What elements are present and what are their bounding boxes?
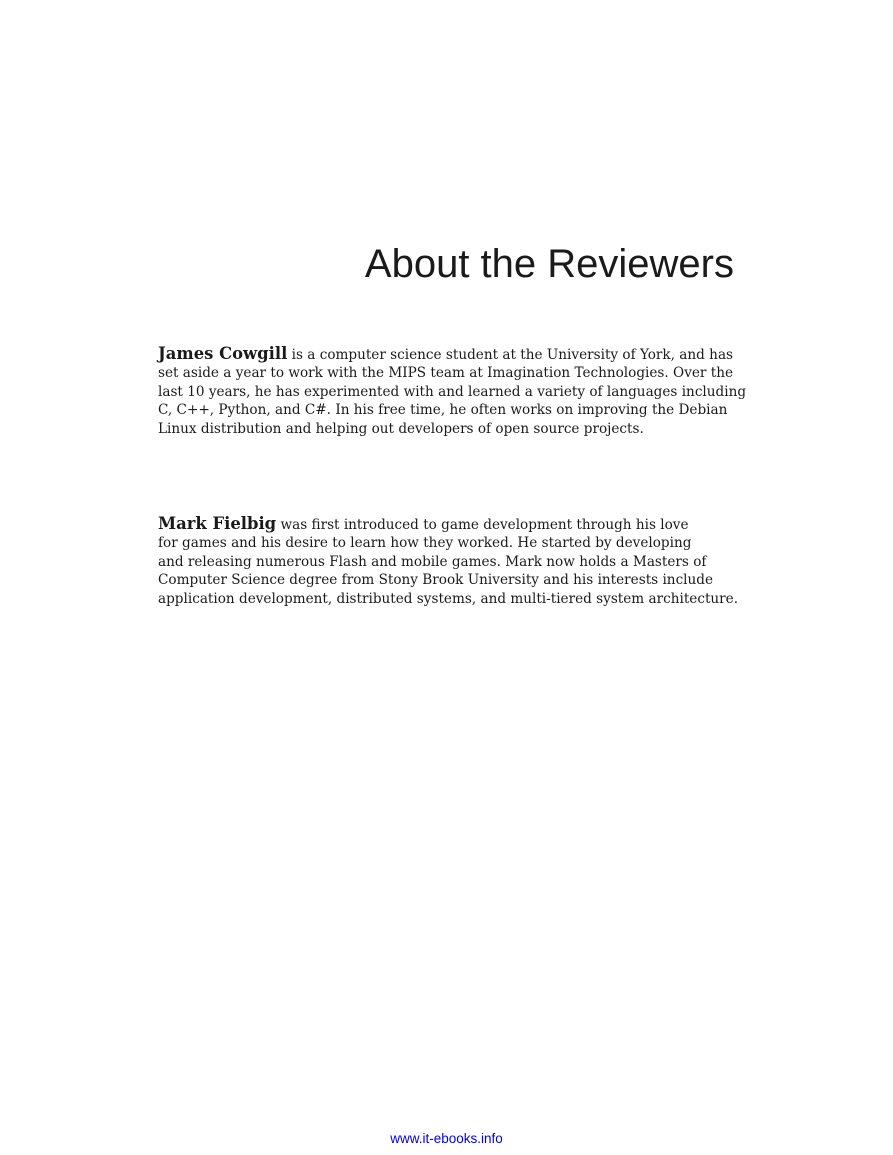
page-title: About the Reviewers	[364, 242, 734, 286]
bio-line	[158, 345, 748, 364]
bio-line: for games and his desire to learn how they worked. He started by developing	[158, 535, 692, 552]
bio-line: C, C++, Python, and C#. In his free time, he often works on improving the Debian	[158, 402, 728, 419]
bio-line: set aside a year to work with the MIPS team at Imagination Technologies. Over the	[158, 365, 734, 382]
bio-line: Computer Science degree from Stony Brook University and his interests include	[158, 572, 714, 589]
reviewer-name: Mark Fielbig	[158, 514, 277, 533]
bio-line: and releasing numerous Flash and mobile games. Mark now holds a Masters of	[158, 553, 707, 570]
bio-line: last 10 years, he has experimented with and learned a variety of languages including	[158, 383, 747, 400]
reviewer-name: James Cowgill	[158, 344, 288, 363]
reviewer-bio	[158, 345, 748, 438]
footer-link[interactable]: www.it-ebooks.info	[390, 1131, 503, 1146]
bio-text: is a computer science student at the University of York, and has	[287, 347, 734, 363]
bio-line: application development, distributed systems, and multi-tiered system architecture.	[158, 590, 739, 607]
bio-text: was first introduced to game development through his love	[276, 517, 689, 533]
bio-line	[158, 515, 748, 534]
bio-line: Linux distribution and helping out developers of open source projects.	[158, 420, 644, 437]
reviewer-bio	[158, 515, 748, 608]
